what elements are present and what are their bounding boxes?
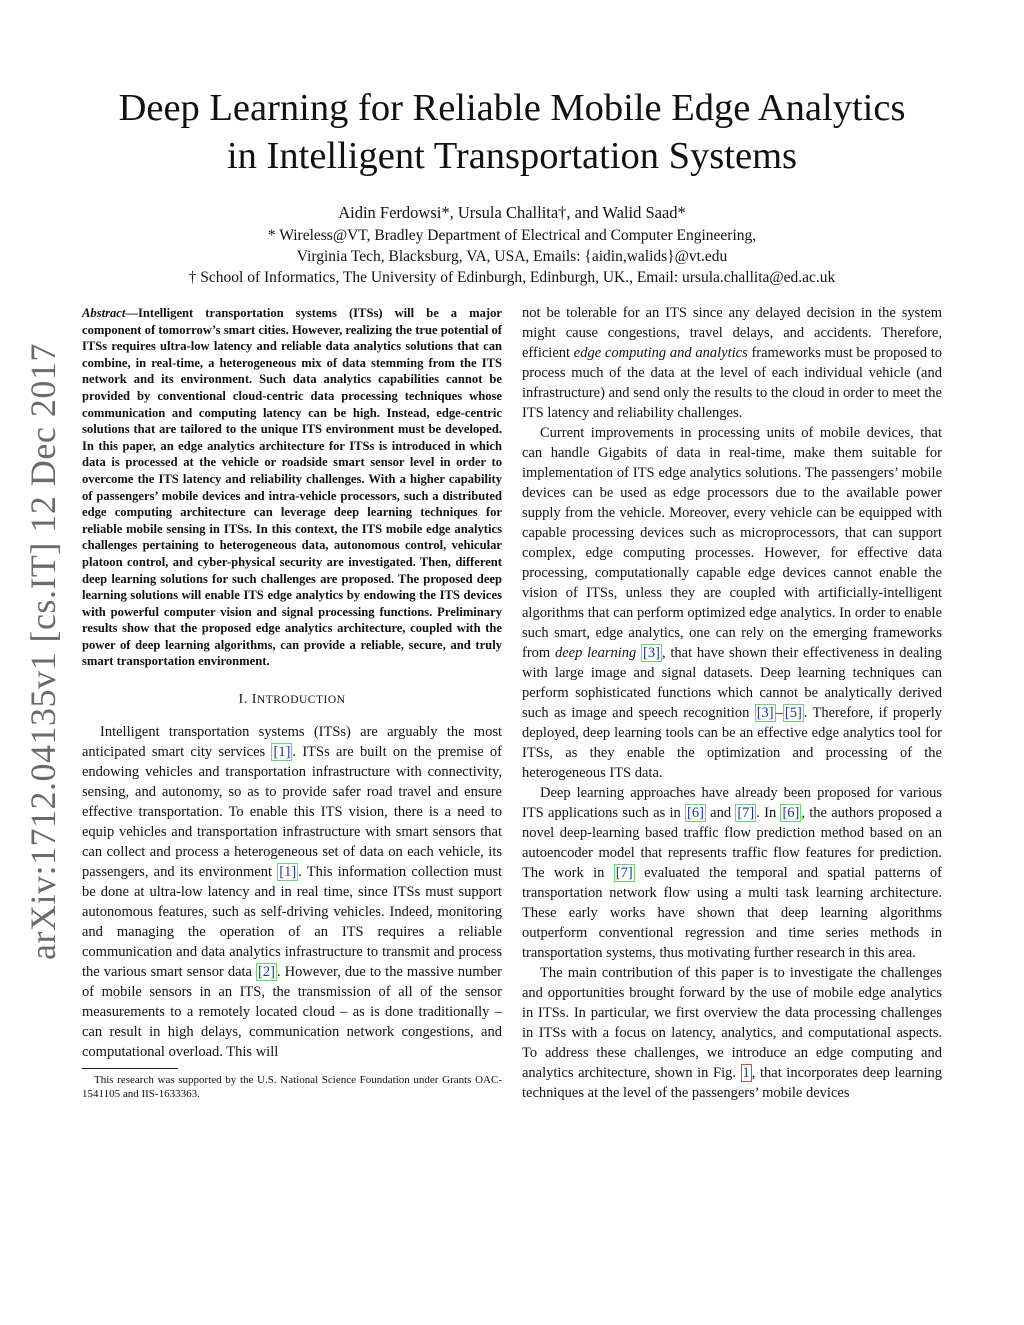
citation-link[interactable]: [1] (273, 744, 291, 761)
text-span: evaluated the temporal and spatial patterns of transportation network flow using a multi task learning architecture. These early works have shown that deep learning algorithms outperform conventional regression and time series methods in transportation systems, thus motivating further research in this area. (522, 865, 942, 961)
citation-link[interactable]: [1] (279, 864, 297, 881)
text-span: and (705, 805, 736, 821)
text-span: The main contribution of this paper is to investigate the challenges and opportunities brought forward by the use of mobile edge analytics in ITSs. In particular, we first overview the data processing challenges in ITSs with a focus on latency, analytics, and computational aspects. To address these challenges, we introduce an edge computing and analytics architecture, shown in Fig. (522, 965, 942, 1081)
right-paragraph-4 (522, 963, 942, 1103)
section-numeral: I. (238, 692, 252, 708)
emphasis: deep learning (554, 645, 637, 661)
text-span: . In (756, 805, 781, 821)
citation-link[interactable]: [5] (784, 705, 802, 721)
section-heading-introduction (82, 692, 502, 708)
citation-link[interactable]: [3] (756, 705, 774, 721)
right-paragraph-2 (522, 423, 942, 783)
text-span: Intelligent transportation systems (ITSs) are arguably the most anticipated smart city services (82, 724, 502, 761)
text-span: frameworks must be proposed to process much of the data at the level of each individual vehicle (and infrastructure) and send only the results to the cloud in order to meet the ITS latency and reliability challenges. (522, 345, 943, 421)
text-span: , the authors proposed a novel deep-learning based traffic flow prediction method based on an autoencoder model that represents traffic flow features for prediction. The work in (522, 805, 942, 881)
text-span: Deep learning approaches have already been proposed for various ITS applications such as in (522, 785, 942, 821)
figure-link[interactable]: 1 (742, 1065, 750, 1081)
abstract-text: —Intelligent transportation systems (ITSs) will be a major component of tomorrow’s smart cities. However, realizing the true potential of ITSs requires ultra-low latency and reliable data analytics solutions that can combine, in real-time, a heterogeneous mix of data stemming from the ITS network and its environment. Such data analytics capabilities cannot be provided by conventional cloud-centric data processing techniques whose communication and computing latency can be high. Instead, edge-centric solutions that are tailored to the unique ITS environment must be developed. In this paper, an edge analytics architecture for ITSs is introduced in which data is processed at the vehicle or roadside smart sensor level in order to overcome the ITS latency and reliability challenges. With a higher capability of passengers’ mobile devices and intra-vehicle processors, such a distributed edge computing architecture can leverage deep learning techniques for reliable mobile sensing in ITSs. In this context, the ITS mobile edge analytics challenges pertaining to heterogeneous data, autonomous control, vehicular platoon control, and cyber-physical security are investigated. Then, different deep learning solutions for such challenges are proposed. The proposed deep learning solutions will enable ITS edge analytics by endowing the ITS devices with powerful computer vision and signal processing functions. Preliminary results show that the proposed edge analytics architecture, coupled with the power of deep learning algorithms, can provide a reliable, secure, and truly smart transportation environment. (82, 306, 502, 669)
affiliation-1-line-1: * Wireless@VT, Bradley Department of Electrical and Computer Engineering, (267, 227, 757, 244)
affiliation-1-line-2: Virginia Tech, Blacksburg, VA, USA, Emails: {aidin,walids}@vt.edu (296, 248, 728, 265)
text-span: . ITSs are built on the premise of endowing vehicles and transportation infrastructure with connectivity, sensing, and autonomy, so as to provide safer road travel and ensure effective transportation. To enable this ITS vision, there is a need to equip vehicles and transportation infrastructure with smart sensors that can collect and process a heterogeneous set of data on each vehicle, its passengers, and its environment (82, 744, 503, 881)
title-line-1: Deep Learning for Reliable Mobile Edge Analytics (118, 87, 906, 129)
text-span: . Therefore, if properly deployed, deep learning tools can be an effective edge analytics tool for ITSs, as they enable the optimization and processing of the heterogeneous ITS data. (522, 705, 942, 781)
paper-title (60, 84, 964, 180)
right-column (522, 303, 942, 1103)
right-paragraph-3 (522, 783, 942, 963)
emphasis: edge computing and analytics (573, 345, 748, 361)
citation-link[interactable]: [2] (258, 964, 275, 981)
text-span: , that have shown their effectiveness in dealing with large image and signal datasets. Deep learning techniques can perform sophisticated functions which cannot be analytically derived such as image and speech recognition (522, 645, 942, 721)
citation-link[interactable]: [7] (737, 805, 755, 821)
footnote-rule (82, 1068, 178, 1069)
author-names: Aidin Ferdowsi*, Ursula Challita†, and Walid Saad* (338, 203, 686, 222)
left-column (82, 305, 502, 1101)
author-block (100, 202, 924, 288)
text-span: not be tolerable for an ITS since any delayed decision in the system might cause congestions, travel delays, and accidents. Therefore, efficient (522, 305, 942, 361)
citation-link[interactable]: [6] (782, 805, 800, 821)
citation-link[interactable]: [6] (686, 805, 704, 821)
text-span: . However, due to the massive number of mobile sensors in an ITS, the transmission of all of the sensor measurements to a remotely located cloud – as is done traditionally – can result in high delays, communication network congestions, and computational overload. This will (82, 964, 502, 1061)
section-title-rest: NTRODUCTION (256, 694, 346, 707)
abstract-label: Abstract (82, 306, 126, 320)
text-span: , that incorporates deep learning techniques at the level of the passengers’ mobile devices (522, 1065, 942, 1101)
intro-paragraph-1 (82, 722, 502, 1062)
abstract (82, 305, 502, 670)
section-first-letter: I (251, 692, 257, 708)
arxiv-identifier: arXiv:1712.04135v1 [cs.IT] 12 Dec 2017 (23, 343, 63, 960)
right-paragraph-1 (522, 303, 942, 423)
affiliation-2: † School of Informatics, The University of Edinburgh, Edinburgh, UK., Email: ursula.challita@ed.ac.uk (188, 269, 836, 286)
text-span: Current improvements in processing units of mobile devices, that can handle Gigabits of data in real-time, make them suitable for implementation of ITS edge analytics solutions. The passengers’ mobile devices can be used as edge processors due to the available power supply from the vehicle. Moreover, every vehicle can be equipped with capable processing devices such as microprocessors, that can support complex, edge computing processes. However, for effective data processing, computationally capable edge devices cannot enable the vision of ITSs, unless they are coupled with artificially-intelligent algorithms that can perform optimized edge analytics. In order to enable such smart, edge analytics, one can rely on the emerging frameworks from (522, 425, 942, 661)
citation-link[interactable]: [7] (615, 865, 633, 881)
text-span: – (775, 705, 783, 721)
citation-link[interactable]: [3] (643, 645, 660, 661)
footnote: This research was supported by the U.S. National Science Foundation under Grants OAC-1541105 and IIS-1633363. (82, 1074, 502, 1101)
text-span: . This information collection must be done at ultra-low latency and in real time, since ITSs must support autonomous features, such as self-driving vehicles. Indeed, monitoring and managing the operation of an ITS requires a reliable communication and data analytics infrastructure to transmit and process the various smart sensor data (82, 864, 502, 981)
title-line-2: in Intelligent Transportation Systems (226, 135, 798, 177)
